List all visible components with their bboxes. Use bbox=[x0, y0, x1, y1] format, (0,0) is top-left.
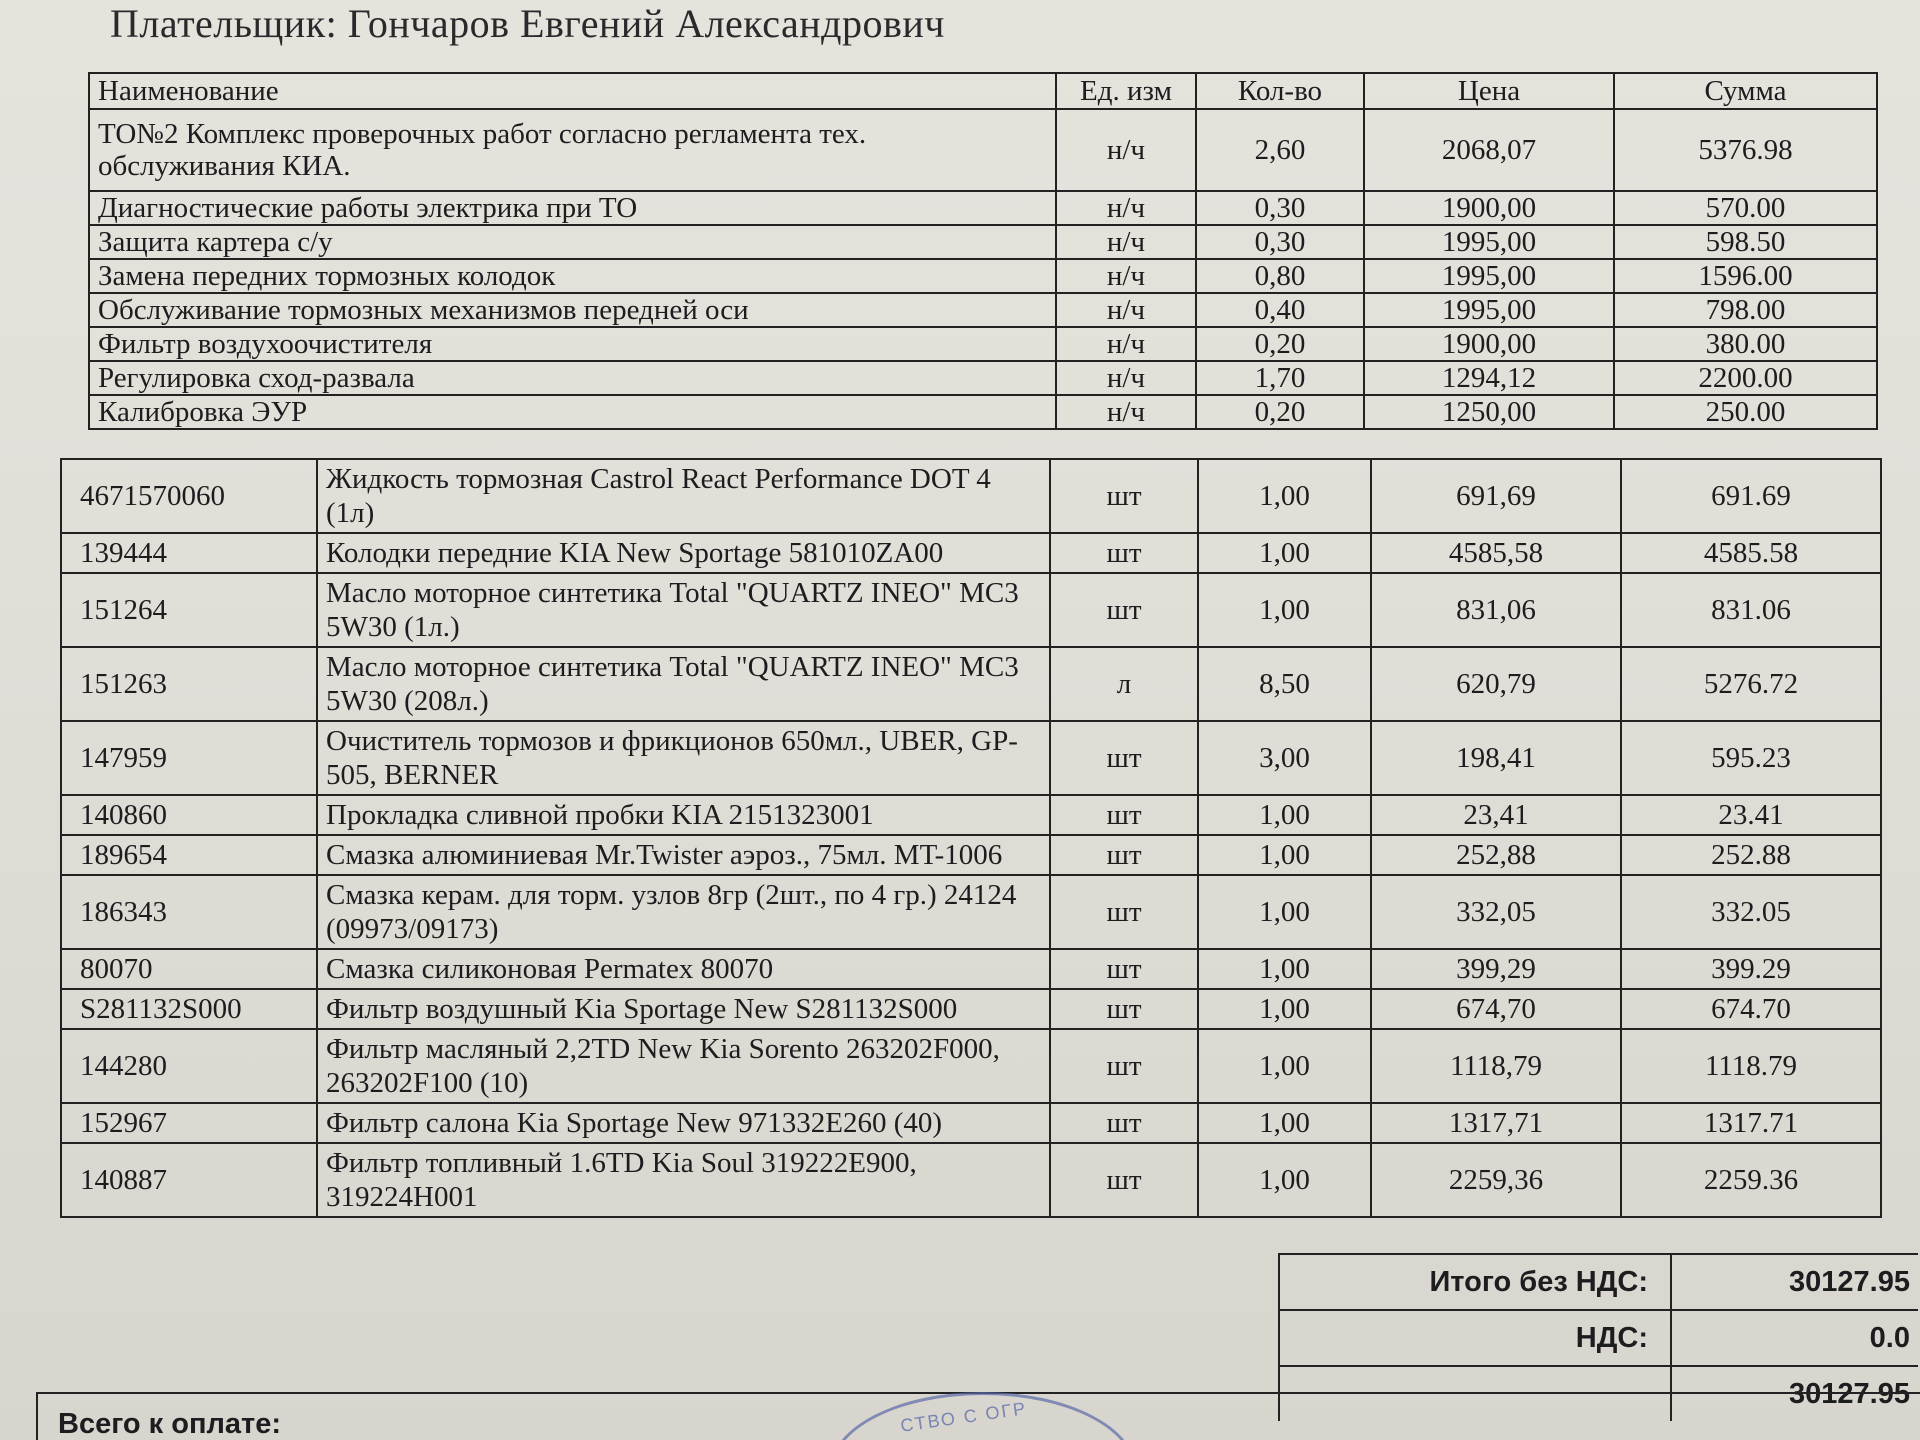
service-qty: 0,30 bbox=[1196, 225, 1364, 259]
grand-value: 30127.95 bbox=[1671, 1366, 1918, 1421]
part-unit: шт bbox=[1050, 721, 1198, 795]
service-sum: 1596.00 bbox=[1614, 259, 1877, 293]
service-unit: н/ч bbox=[1056, 361, 1196, 395]
part-name: Фильтр масляный 2,2TD New Kia Sorento 263202F000, 263202F100 (10) bbox=[317, 1029, 1050, 1103]
part-code: 139444 bbox=[61, 533, 317, 573]
service-sum: 798.00 bbox=[1614, 293, 1877, 327]
part-code: 152967 bbox=[61, 1103, 317, 1143]
part-code: 151264 bbox=[61, 573, 317, 647]
service-unit: н/ч bbox=[1056, 225, 1196, 259]
part-sum: 332.05 bbox=[1621, 875, 1881, 949]
part-row bbox=[61, 875, 1881, 949]
service-price: 1294,12 bbox=[1364, 361, 1614, 395]
part-price: 691,69 bbox=[1371, 459, 1621, 533]
part-name: Смазка алюминиевая Mr.Twister аэроз., 75мл. MT-1006 bbox=[317, 835, 1050, 875]
service-price: 1995,00 bbox=[1364, 293, 1614, 327]
part-sum: 831.06 bbox=[1621, 573, 1881, 647]
subtotal-label: Итого без НДС: bbox=[1279, 1254, 1671, 1310]
service-row bbox=[89, 327, 1877, 361]
part-qty: 1,00 bbox=[1198, 1143, 1371, 1217]
part-price: 252,88 bbox=[1371, 835, 1621, 875]
service-row bbox=[89, 361, 1877, 395]
vat-label: НДС: bbox=[1279, 1310, 1671, 1366]
part-sum: 2259.36 bbox=[1621, 1143, 1881, 1217]
services-table bbox=[88, 72, 1878, 430]
services-header-row bbox=[89, 73, 1877, 109]
part-row bbox=[61, 795, 1881, 835]
part-sum: 4585.58 bbox=[1621, 533, 1881, 573]
part-unit: шт bbox=[1050, 533, 1198, 573]
part-qty: 1,00 bbox=[1198, 875, 1371, 949]
part-name: Жидкость тормозная Castrol React Performance DOT 4 (1л) bbox=[317, 459, 1050, 533]
part-price: 831,06 bbox=[1371, 573, 1621, 647]
part-price: 198,41 bbox=[1371, 721, 1621, 795]
service-name: ТО№2 Комплекс проверочных работ согласно регламента тех. обслуживания КИА. bbox=[89, 109, 1056, 191]
part-row bbox=[61, 949, 1881, 989]
service-price: 1995,00 bbox=[1364, 259, 1614, 293]
part-row bbox=[61, 1029, 1881, 1103]
part-code: 140860 bbox=[61, 795, 317, 835]
service-price: 1900,00 bbox=[1364, 327, 1614, 361]
service-name: Регулировка сход-развала bbox=[89, 361, 1056, 395]
part-name: Смазка силиконовая Permatex 80070 bbox=[317, 949, 1050, 989]
service-unit: н/ч bbox=[1056, 293, 1196, 327]
service-name: Диагностические работы электрика при ТО bbox=[89, 191, 1056, 225]
service-row bbox=[89, 191, 1877, 225]
part-code: S281132S000 bbox=[61, 989, 317, 1029]
service-sum: 380.00 bbox=[1614, 327, 1877, 361]
vat-row bbox=[1279, 1310, 1918, 1366]
service-name: Калибровка ЭУР bbox=[89, 395, 1056, 429]
part-name: Смазка керам. для торм. узлов 8гр (2шт., по 4 гр.) 24124 (09973/09173) bbox=[317, 875, 1050, 949]
service-name: Замена передних тормозных колодок bbox=[89, 259, 1056, 293]
part-price: 23,41 bbox=[1371, 795, 1621, 835]
service-qty: 0,80 bbox=[1196, 259, 1364, 293]
part-sum: 674.70 bbox=[1621, 989, 1881, 1029]
part-row bbox=[61, 533, 1881, 573]
stamp-text: СТВО С ОГР bbox=[899, 1398, 1029, 1436]
part-row bbox=[61, 835, 1881, 875]
service-sum: 2200.00 bbox=[1614, 361, 1877, 395]
part-name: Очиститель тормозов и фрикционов 650мл., UBER, GP-505, BERNER bbox=[317, 721, 1050, 795]
service-qty: 2,60 bbox=[1196, 109, 1364, 191]
part-qty: 1,00 bbox=[1198, 795, 1371, 835]
part-code: 140887 bbox=[61, 1143, 317, 1217]
service-qty: 1,70 bbox=[1196, 361, 1364, 395]
service-sum: 250.00 bbox=[1614, 395, 1877, 429]
part-unit: шт bbox=[1050, 949, 1198, 989]
part-row bbox=[61, 647, 1881, 721]
header-unit: Ед. изм bbox=[1056, 73, 1196, 109]
part-unit: шт bbox=[1050, 1103, 1198, 1143]
part-sum: 691.69 bbox=[1621, 459, 1881, 533]
part-code: 144280 bbox=[61, 1029, 317, 1103]
service-row bbox=[89, 395, 1877, 429]
part-sum: 1118.79 bbox=[1621, 1029, 1881, 1103]
header-name: Наименование bbox=[89, 73, 1056, 109]
part-qty: 1,00 bbox=[1198, 533, 1371, 573]
part-row bbox=[61, 721, 1881, 795]
part-row bbox=[61, 459, 1881, 533]
part-code: 189654 bbox=[61, 835, 317, 875]
header-sum: Сумма bbox=[1614, 73, 1877, 109]
part-code: 4671570060 bbox=[61, 459, 317, 533]
part-sum: 5276.72 bbox=[1621, 647, 1881, 721]
part-row bbox=[61, 1143, 1881, 1217]
service-row bbox=[89, 259, 1877, 293]
part-unit: шт bbox=[1050, 1143, 1198, 1217]
part-sum: 23.41 bbox=[1621, 795, 1881, 835]
service-sum: 598.50 bbox=[1614, 225, 1877, 259]
vat-value: 0.0 bbox=[1671, 1310, 1918, 1366]
part-unit: шт bbox=[1050, 1029, 1198, 1103]
part-qty: 3,00 bbox=[1198, 721, 1371, 795]
part-unit: шт bbox=[1050, 989, 1198, 1029]
part-unit: л bbox=[1050, 647, 1198, 721]
service-unit: н/ч bbox=[1056, 327, 1196, 361]
service-name: Фильтр воздухоочистителя bbox=[89, 327, 1056, 361]
part-name: Фильтр топливный 1.6TD Kia Soul 319222E900, 319224H001 bbox=[317, 1143, 1050, 1217]
part-qty: 1,00 bbox=[1198, 835, 1371, 875]
payer-line: Плательщик: Гончаров Евгений Александрович bbox=[110, 1, 945, 46]
part-qty: 1,00 bbox=[1198, 459, 1371, 533]
part-unit: шт bbox=[1050, 835, 1198, 875]
service-unit: н/ч bbox=[1056, 191, 1196, 225]
parts-table bbox=[60, 458, 1882, 1218]
part-price: 1118,79 bbox=[1371, 1029, 1621, 1103]
subtotal-value: 30127.95 bbox=[1671, 1254, 1918, 1310]
service-qty: 0,20 bbox=[1196, 327, 1364, 361]
part-price: 332,05 bbox=[1371, 875, 1621, 949]
service-unit: н/ч bbox=[1056, 109, 1196, 191]
part-qty: 1,00 bbox=[1198, 573, 1371, 647]
part-price: 399,29 bbox=[1371, 949, 1621, 989]
part-row bbox=[61, 1103, 1881, 1143]
part-price: 2259,36 bbox=[1371, 1143, 1621, 1217]
grand-total-label: Всего к оплате: bbox=[58, 1408, 282, 1440]
service-sum: 570.00 bbox=[1614, 191, 1877, 225]
part-name: Прокладка сливной пробки KIA 2151323001 bbox=[317, 795, 1050, 835]
header-qty: Кол-во bbox=[1196, 73, 1364, 109]
part-sum: 252.88 bbox=[1621, 835, 1881, 875]
service-unit: н/ч bbox=[1056, 259, 1196, 293]
service-name: Обслуживание тормозных механизмов передней оси bbox=[89, 293, 1056, 327]
part-price: 674,70 bbox=[1371, 989, 1621, 1029]
service-row bbox=[89, 225, 1877, 259]
part-unit: шт bbox=[1050, 459, 1198, 533]
part-qty: 1,00 bbox=[1198, 1029, 1371, 1103]
part-name: Фильтр салона Kia Sportage New 971332E260 (40) bbox=[317, 1103, 1050, 1143]
service-price: 2068,07 bbox=[1364, 109, 1614, 191]
service-unit: н/ч bbox=[1056, 395, 1196, 429]
subtotal-row bbox=[1279, 1254, 1918, 1310]
part-name: Фильтр воздушный Kia Sportage New S281132S000 bbox=[317, 989, 1050, 1029]
part-code: 147959 bbox=[61, 721, 317, 795]
service-row bbox=[89, 109, 1877, 191]
part-qty: 1,00 bbox=[1198, 949, 1371, 989]
part-code: 80070 bbox=[61, 949, 317, 989]
service-row bbox=[89, 293, 1877, 327]
part-name: Масло моторное синтетика Total "QUARTZ INEO" MC3 5W30 (208л.) bbox=[317, 647, 1050, 721]
part-sum: 1317.71 bbox=[1621, 1103, 1881, 1143]
part-row bbox=[61, 989, 1881, 1029]
part-unit: шт bbox=[1050, 795, 1198, 835]
part-unit: шт bbox=[1050, 573, 1198, 647]
service-qty: 0,40 bbox=[1196, 293, 1364, 327]
part-qty: 1,00 bbox=[1198, 1103, 1371, 1143]
part-name: Масло моторное синтетика Total "QUARTZ INEO" MC3 5W30 (1л.) bbox=[317, 573, 1050, 647]
service-price: 1995,00 bbox=[1364, 225, 1614, 259]
service-qty: 0,30 bbox=[1196, 191, 1364, 225]
part-qty: 8,50 bbox=[1198, 647, 1371, 721]
service-qty: 0,20 bbox=[1196, 395, 1364, 429]
service-sum: 5376.98 bbox=[1614, 109, 1877, 191]
service-price: 1900,00 bbox=[1364, 191, 1614, 225]
part-price: 1317,71 bbox=[1371, 1103, 1621, 1143]
part-unit: шт bbox=[1050, 875, 1198, 949]
part-code: 186343 bbox=[61, 875, 317, 949]
service-price: 1250,00 bbox=[1364, 395, 1614, 429]
part-row bbox=[61, 573, 1881, 647]
part-name: Колодки передние KIA New Sportage 581010ZA00 bbox=[317, 533, 1050, 573]
service-name: Защита картера с/у bbox=[89, 225, 1056, 259]
part-price: 4585,58 bbox=[1371, 533, 1621, 573]
part-sum: 399.29 bbox=[1621, 949, 1881, 989]
part-sum: 595.23 bbox=[1621, 721, 1881, 795]
part-qty: 1,00 bbox=[1198, 989, 1371, 1029]
part-code: 151263 bbox=[61, 647, 317, 721]
header-price: Цена bbox=[1364, 73, 1614, 109]
part-price: 620,79 bbox=[1371, 647, 1621, 721]
